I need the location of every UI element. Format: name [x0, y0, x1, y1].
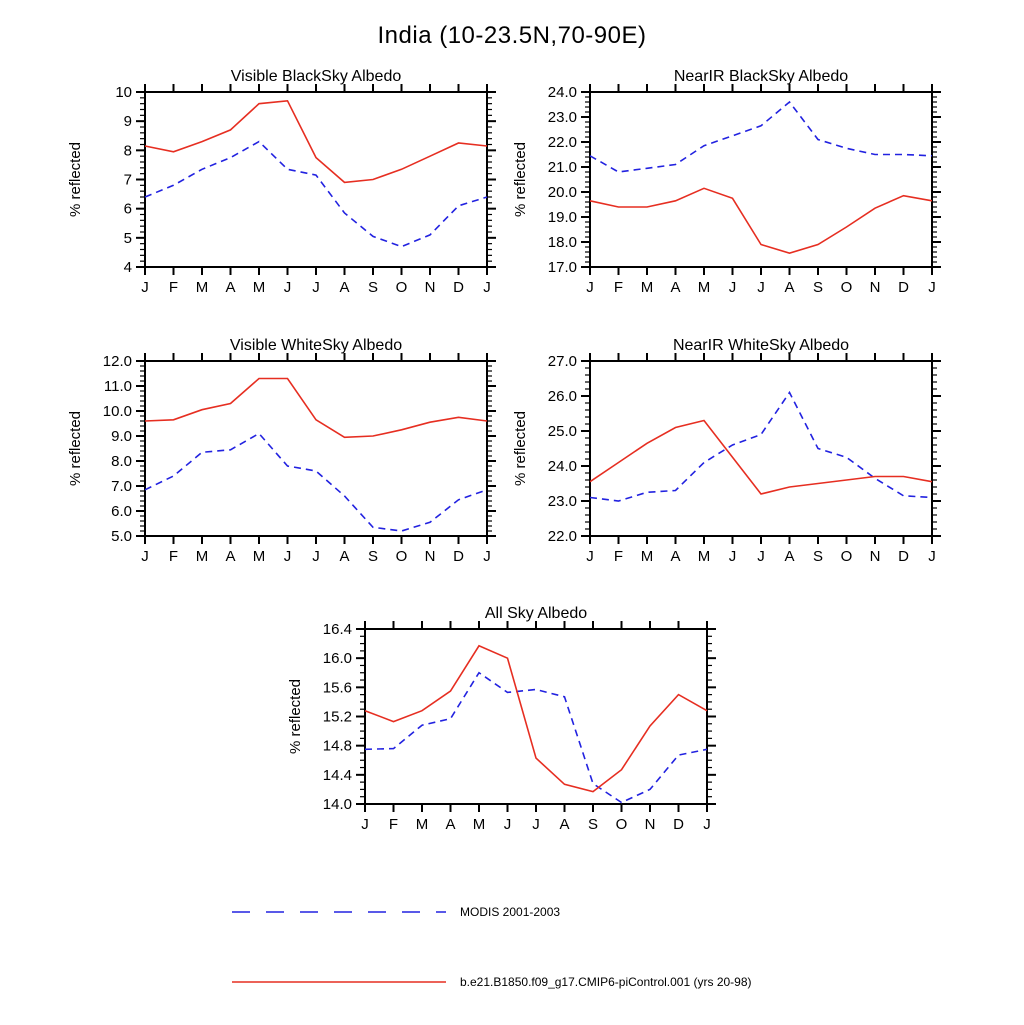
x-tick-label: J: [141, 279, 149, 296]
x-tick-label: N: [869, 548, 881, 565]
y-tick-label: 25.0: [547, 423, 577, 440]
y-tick-label: 22.0: [547, 528, 577, 545]
x-tick-label: D: [673, 816, 684, 833]
chart-canvas: [60, 64, 500, 309]
plot-frame: [145, 361, 487, 536]
chart-canvas: [505, 333, 945, 578]
chart-all-sky-albedo: [280, 601, 720, 846]
y-tick-label: 27.0: [547, 353, 577, 370]
x-tick-label: F: [168, 548, 179, 565]
x-tick-label: M: [252, 548, 266, 565]
x-tick-label: M: [697, 279, 711, 296]
y-tick-label: 21.0: [547, 159, 577, 176]
y-tick-label: 8.0: [111, 453, 132, 470]
chart-nearir-blacksky-albedo: [505, 64, 945, 309]
x-tick-label: M: [640, 548, 654, 565]
y-tick-label: 5: [123, 229, 132, 247]
y-tick-label: 4: [123, 259, 132, 276]
x-tick-label: O: [840, 548, 853, 565]
y-tick-label: 5.0: [111, 528, 132, 545]
x-tick-label: F: [168, 279, 179, 296]
y-tick-label: 11.0: [103, 378, 132, 395]
panel-title: NearIR WhiteSky Albedo: [672, 337, 850, 354]
x-tick-label: O: [840, 279, 853, 296]
series-line: [590, 421, 932, 495]
x-tick-label: F: [613, 548, 624, 565]
chart-visible-blacksky-albedo: [60, 64, 500, 309]
x-tick-label: A: [670, 279, 681, 296]
x-tick-label: O: [395, 548, 408, 565]
x-tick-label: S: [367, 279, 379, 296]
x-tick-label: J: [283, 548, 292, 565]
x-tick-label: M: [195, 279, 209, 296]
y-tick-label: 16.4: [322, 621, 352, 638]
x-tick-label: N: [869, 279, 881, 296]
y-tick-label: 23.0: [547, 109, 577, 126]
series-line: [365, 673, 707, 803]
legend-line-dashed: [230, 909, 448, 915]
x-tick-label: M: [415, 816, 429, 833]
x-tick-label: J: [483, 548, 491, 565]
x-tick-label: J: [141, 548, 149, 565]
chart-canvas: [60, 333, 500, 578]
x-tick-label: J: [503, 816, 512, 833]
x-tick-label: A: [339, 548, 350, 565]
chart-visible-whitesky-albedo: [60, 333, 500, 578]
y-tick-label: 10.0: [102, 403, 132, 420]
x-tick-label: S: [812, 548, 824, 565]
x-tick-label: J: [312, 279, 320, 296]
x-tick-label: A: [225, 279, 236, 296]
series-line: [145, 434, 487, 532]
y-tick-label: 17.0: [547, 259, 577, 276]
y-tick-label: 6: [123, 200, 132, 218]
x-tick-label: O: [615, 816, 628, 833]
x-tick-label: S: [812, 279, 824, 296]
y-tick-label: 14.8: [322, 737, 352, 755]
panel-title: NearIR BlackSky Albedo: [673, 68, 849, 85]
x-tick-label: J: [586, 279, 594, 296]
y-axis-label: % reflected: [512, 410, 529, 487]
x-tick-label: J: [532, 816, 540, 833]
x-tick-label: J: [928, 279, 936, 296]
x-tick-label: A: [670, 548, 681, 565]
x-tick-label: M: [472, 816, 486, 833]
legend: [230, 895, 850, 1025]
x-tick-label: J: [728, 279, 737, 296]
y-tick-label: 19.0: [547, 209, 577, 226]
x-tick-label: A: [559, 816, 570, 833]
legend-item-model: [230, 970, 752, 994]
y-tick-label: 9.0: [111, 428, 132, 445]
x-tick-label: J: [586, 548, 594, 565]
y-axis-label: % reflected: [287, 678, 304, 755]
y-tick-label: 16.0: [322, 650, 352, 668]
x-tick-label: N: [424, 548, 436, 565]
y-axis-label: % reflected: [67, 410, 84, 487]
series-line: [590, 188, 932, 253]
series-line: [145, 379, 487, 438]
chart-canvas: [505, 64, 945, 309]
series-line: [365, 646, 707, 792]
page-title: India (10-23.5N,70-90E): [377, 22, 647, 49]
x-tick-label: J: [928, 548, 936, 565]
y-tick-label: 24.0: [547, 84, 577, 101]
chart-nearir-whitesky-albedo: [505, 333, 945, 578]
x-tick-label: N: [644, 816, 656, 833]
y-axis-label: % reflected: [512, 141, 529, 218]
legend-label-modis: MODIS 2001-2003: [460, 905, 561, 919]
y-tick-label: 18.0: [547, 234, 577, 251]
x-tick-label: J: [283, 279, 292, 296]
y-tick-label: 26.0: [547, 388, 577, 405]
y-tick-label: 8: [123, 142, 132, 160]
series-line: [590, 102, 932, 172]
x-tick-label: J: [757, 279, 765, 296]
y-tick-label: 7: [123, 171, 132, 189]
y-axis-label: % reflected: [67, 141, 84, 218]
x-tick-label: M: [195, 548, 209, 565]
y-tick-label: 15.6: [322, 679, 352, 697]
x-tick-label: F: [613, 279, 624, 296]
y-tick-label: 23.0: [547, 493, 577, 510]
x-tick-label: D: [898, 548, 909, 565]
x-tick-label: J: [728, 548, 737, 565]
panel-title: All Sky Albedo: [484, 605, 588, 622]
legend-line-solid: [230, 979, 448, 985]
x-tick-label: M: [697, 548, 711, 565]
x-tick-label: D: [453, 279, 464, 296]
x-tick-label: M: [252, 279, 266, 296]
legend-label-model: b.e21.B1850.f09_g17.CMIP6-piControl.001 (yrs 20-98): [460, 975, 752, 989]
chart-canvas: [280, 601, 720, 846]
plot-frame: [365, 629, 707, 804]
x-tick-label: J: [312, 548, 320, 565]
y-tick-label: 24.0: [547, 458, 577, 475]
x-tick-label: A: [225, 548, 236, 565]
plot-frame: [145, 92, 487, 267]
x-tick-label: A: [339, 279, 350, 296]
panel-title: Visible WhiteSky Albedo: [229, 337, 403, 354]
legend-item-modis: [230, 900, 560, 924]
x-tick-label: J: [703, 816, 711, 833]
y-tick-label: 14.4: [322, 766, 352, 784]
y-tick-label: 15.2: [322, 708, 352, 726]
x-tick-label: D: [898, 279, 909, 296]
x-tick-label: F: [388, 816, 399, 833]
series-line: [145, 101, 487, 183]
x-tick-label: M: [640, 279, 654, 296]
x-tick-label: O: [395, 279, 408, 296]
x-tick-label: A: [784, 279, 795, 296]
x-tick-label: N: [424, 279, 436, 296]
y-tick-label: 22.0: [547, 134, 577, 151]
y-tick-label: 12.0: [102, 353, 132, 370]
x-tick-label: D: [453, 548, 464, 565]
plot-frame: [590, 361, 932, 536]
y-tick-label: 10: [115, 84, 132, 101]
x-tick-label: J: [757, 548, 765, 565]
y-tick-label: 9: [123, 113, 132, 131]
x-tick-label: J: [483, 279, 491, 296]
x-tick-label: S: [367, 548, 379, 565]
x-tick-label: J: [361, 816, 369, 833]
x-tick-label: S: [587, 816, 599, 833]
x-tick-label: A: [445, 816, 456, 833]
y-tick-label: 6.0: [111, 503, 132, 520]
y-tick-label: 20.0: [547, 184, 577, 201]
x-tick-label: A: [784, 548, 795, 565]
y-tick-label: 7.0: [111, 478, 132, 495]
plot-frame: [590, 92, 932, 267]
panel-title: Visible BlackSky Albedo: [230, 68, 402, 85]
y-tick-label: 14.0: [322, 796, 352, 813]
